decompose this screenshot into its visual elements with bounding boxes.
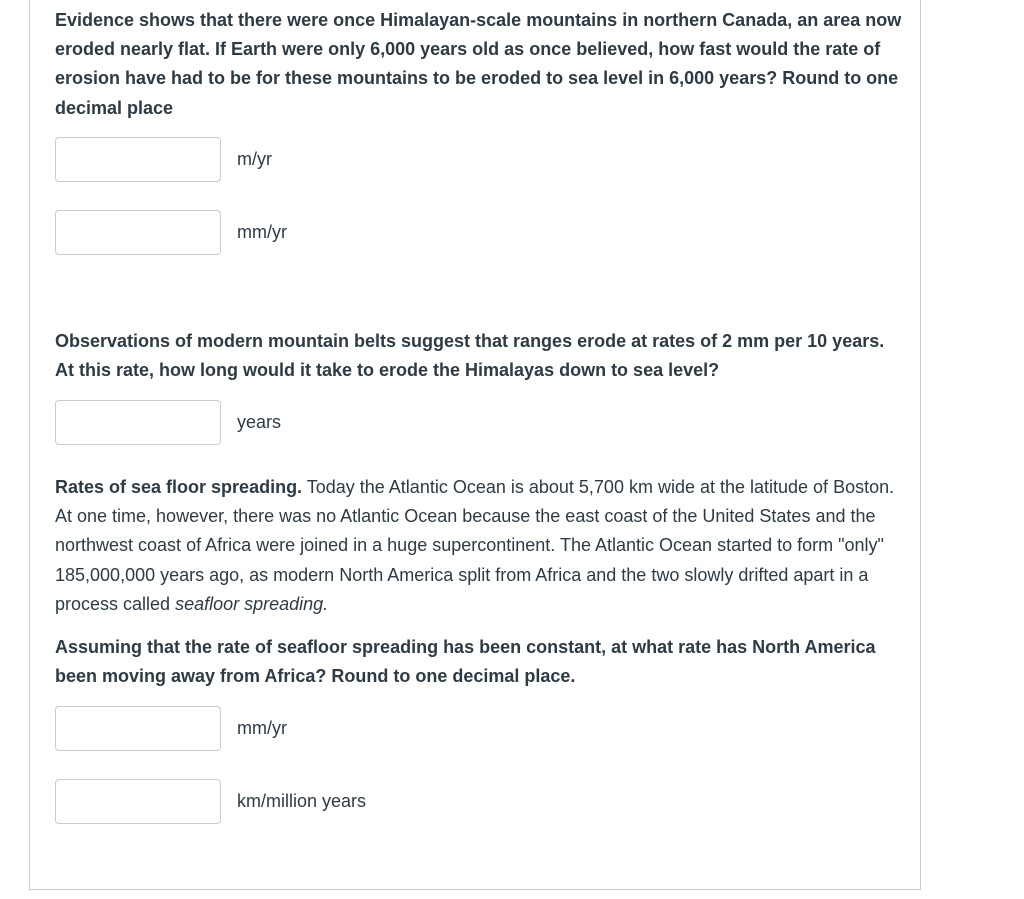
q3-answer-input-1[interactable] [55,706,221,751]
q1-answer-row-1 [55,137,555,183]
q1-unit-label-1: m/yr [237,149,272,169]
q2-answer-row-1 [55,400,555,446]
question-1-prompt: Evidence shows that there were once Himalayan-scale mountains in northern Canada, an area now eroded nearly flat. If Earth were only 6,000 years old as once believed, how fast would the rate of erosion have had to be for these mountains to be eroded to sea level in 6,000 years? Round to one decimal place [55,10,902,118]
q3-answer-row-2 [55,779,555,825]
question-2-prompt: Observations of modern mountain belts suggest that ranges erode at rates of 2 mm per 10 years. At this rate, how long would it take to erode the Himalayas down to sea level? [55,331,885,381]
q3-answer-input-2[interactable] [55,779,221,824]
q3-unit-label-2: km/million years [237,791,367,811]
q3-unit-label-1: mm/yr [237,718,287,738]
q2-answer-input-1[interactable] [55,400,221,445]
q1-unit-label-2: mm/yr [237,222,287,242]
question-3-intro [55,473,905,619]
question-3-heading: Rates of sea floor spreading. [55,477,303,497]
question-3-prompt: Assuming that the rate of seafloor spreading has been constant, at what rate has North America been moving away from Africa? Round to one decimal place. [55,637,876,687]
q1-answer-input-1[interactable] [55,137,221,182]
q1-answer-row-2 [55,210,555,256]
q1-answer-input-2[interactable] [55,210,221,255]
q3-answer-row-1 [55,706,555,752]
q2-unit-label-1: years [237,412,282,432]
question-3-intro-text: Today the Atlantic Ocean is about 5,700 km wide at the latitude of Boston. At one time, however, there was no Atlantic Ocean because the east coast of the United States and the northwest coast of Africa were joined in a huge supercontinent. The Atlantic Ocean started to form "only" 185,000,000 years ago, as modern North America split from Africa and the two slowly drifted apart in a process called [55,477,895,614]
question-3-intro-term: seafloor spreading. [175,593,329,614]
